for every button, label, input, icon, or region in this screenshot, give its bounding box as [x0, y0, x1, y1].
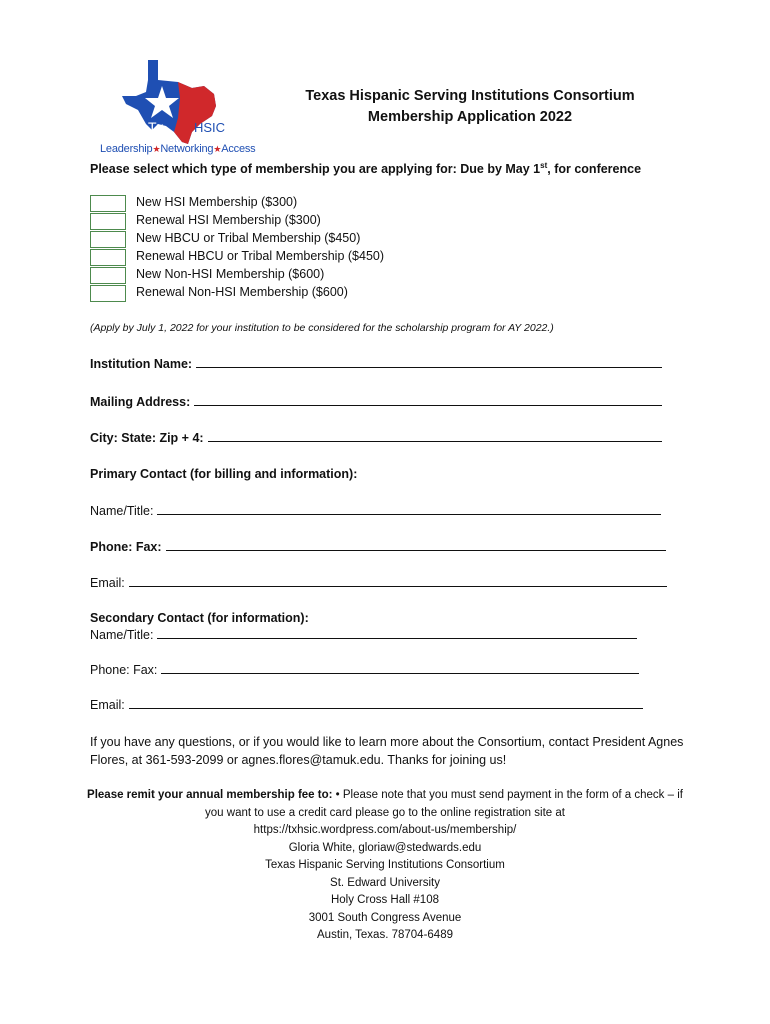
remit-bold-intro: Please remit your annual membership fee to: [87, 789, 333, 801]
prompt-text: Please select which type of membership you are applying for: Due by May 1 [90, 162, 541, 177]
address-line: St. Edward University [330, 876, 440, 889]
field-label: Name/Title: [90, 504, 154, 518]
address-line: Austin, Texas. 78704-6489 [317, 929, 453, 941]
membership-option-renewal-hsi[interactable] [90, 213, 450, 231]
tagline-access: Access [221, 143, 256, 155]
title-line-2: Membership Application 2022 [367, 109, 573, 125]
secondary-phone-fax-field[interactable] [90, 663, 639, 677]
section-heading: Primary Contact (for billing and information): [90, 467, 358, 481]
address-line: 3001 South Congress Avenue [308, 911, 462, 924]
membership-option-new-hbcu[interactable] [90, 231, 450, 249]
checkbox[interactable] [90, 213, 126, 230]
prompt-superscript: st [540, 161, 548, 170]
institution-name-field[interactable] [90, 357, 662, 371]
field-label: City: State: Zip + 4: [90, 431, 204, 445]
address-line: Gloria White, gloriaw@stedwards.edu [288, 841, 482, 854]
field-label: Phone: Fax: [90, 663, 158, 677]
field-label: Phone: Fax: [90, 540, 162, 554]
field-label: Institution Name: [90, 357, 193, 371]
membership-option-new-non-hsi[interactable] [90, 267, 450, 285]
field-line[interactable] [161, 663, 639, 674]
field-line[interactable] [208, 431, 662, 442]
logo-tagline [100, 143, 255, 155]
secondary-email-field[interactable] [90, 698, 643, 712]
option-label: New Non-HSI Membership ($600) [136, 267, 325, 281]
secondary-contact-heading [90, 611, 309, 625]
field-line[interactable] [129, 576, 667, 587]
field-line[interactable] [166, 540, 666, 551]
field-line[interactable] [129, 698, 643, 709]
address-line: Texas Hispanic Serving Institutions Consortium [265, 859, 505, 871]
title-line-1: Texas Hispanic Serving Institutions Consortium [305, 88, 635, 104]
field-line[interactable] [196, 357, 662, 368]
star-icon: ★ [152, 144, 161, 154]
membership-option-renewal-hbcu[interactable] [90, 249, 450, 267]
field-label: Mailing Address: [90, 395, 191, 409]
tagline-networking: Networking [160, 143, 214, 155]
star-icon: ★ [213, 144, 222, 154]
primary-contact-heading [90, 467, 357, 481]
checkbox[interactable] [90, 231, 126, 248]
address-line: Holy Cross Hall #108 [330, 894, 439, 906]
tagline-leadership: Leadership [100, 143, 153, 155]
field-line[interactable] [157, 504, 661, 515]
checkbox[interactable] [90, 285, 126, 302]
checkbox[interactable] [90, 195, 126, 212]
prompt-text-after: , for conference [547, 162, 642, 177]
city-state-zip-field[interactable] [90, 431, 662, 445]
checkbox[interactable] [90, 267, 126, 284]
primary-phone-fax-field[interactable] [90, 540, 666, 554]
checkbox[interactable] [90, 249, 126, 266]
field-label: Email: [90, 698, 125, 712]
scholarship-note: (Apply by July 1, 2022 for your institution to be considered for the scholarship program for AY 2022.) [90, 322, 554, 334]
option-label: Renewal HSI Membership ($300) [136, 213, 321, 227]
registration-url: https://txhsic.wordpress.com/about-us/membership/ [253, 824, 517, 836]
page-title [270, 86, 670, 128]
contact-paragraph: If you have any questions, or if you would like to learn more about the Consortium, contact President Agnes Flores, at 361-593-2099 or agnes.flores@tamuk.edu. Thanks for joining us! [90, 735, 684, 767]
field-line[interactable] [194, 395, 662, 406]
secondary-name-title-field[interactable] [90, 628, 637, 642]
membership-select-prompt [90, 161, 641, 176]
field-label: Name/Title: [90, 628, 154, 642]
field-line[interactable] [157, 628, 637, 639]
mailing-address-field[interactable] [90, 395, 662, 409]
primary-email-field[interactable] [90, 576, 667, 590]
primary-name-title-field[interactable] [90, 504, 661, 518]
field-label: Email: [90, 576, 125, 590]
option-label: New HBCU or Tribal Membership ($450) [136, 231, 361, 245]
remit-intro [80, 787, 690, 822]
remit-bullet-text: • Please note that you must send payment in the form of a check – if you want to use a credit card please go to the online registration site at [205, 789, 683, 819]
option-label: New HSI Membership ($300) [136, 195, 298, 209]
option-label: Renewal HBCU or Tribal Membership ($450) [136, 249, 385, 263]
membership-option-new-hsi[interactable] [90, 195, 450, 213]
option-label: Renewal Non-HSI Membership ($600) [136, 285, 348, 299]
logo-text-tx: Tx [148, 119, 164, 135]
membership-option-renewal-non-hsi[interactable] [90, 285, 450, 303]
section-heading: Secondary Contact (for information): [90, 611, 309, 625]
logo-text-hsic: HSIC [194, 120, 226, 135]
remit-section [80, 787, 690, 945]
